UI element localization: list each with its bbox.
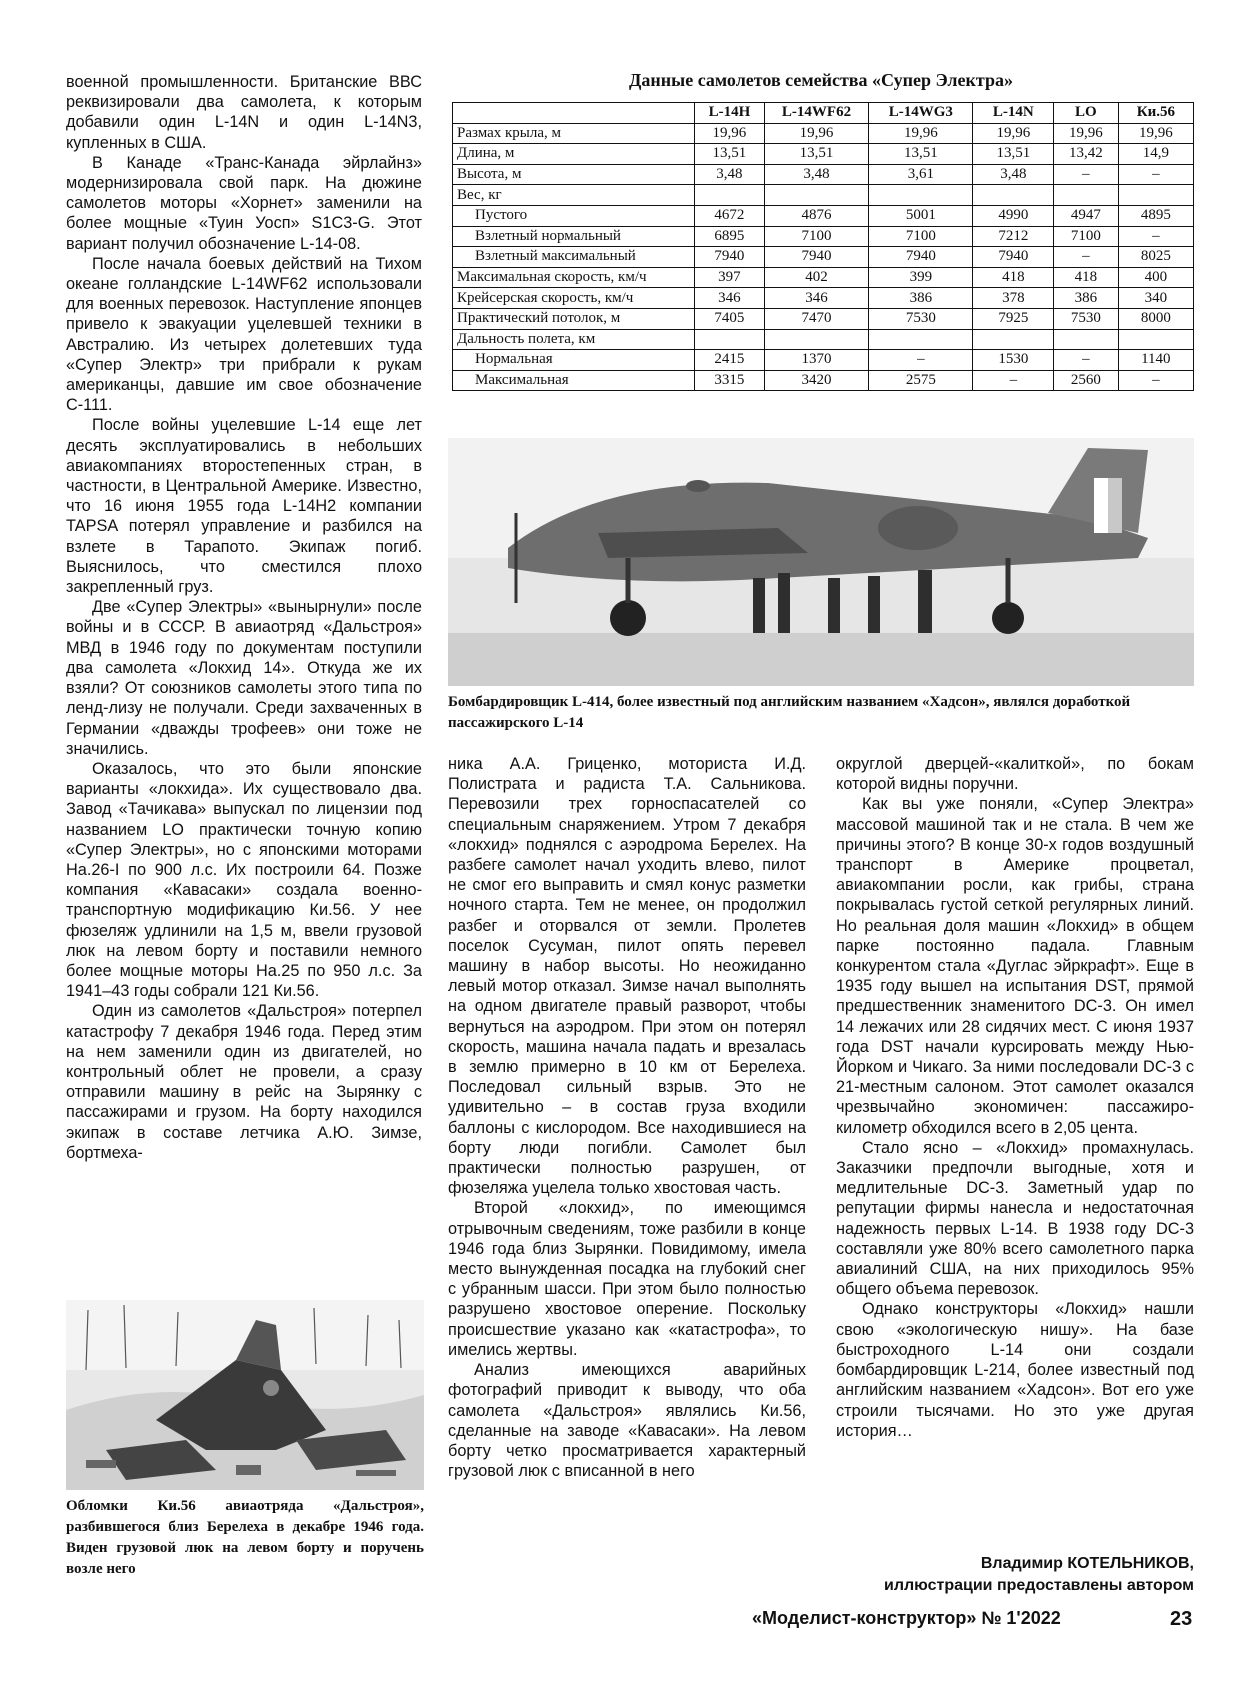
table-row [453, 288, 1194, 309]
row-label: Нормальная [453, 350, 695, 371]
paragraph: После начала боевых действий на Тихом океане голландские L-14WF62 использовали для военных перевозок. Наступление японцев привело к эвакуации уцелевшей техники в Австралию. Из четырех долетевших туда «Супер Электр» три прибрали к рукам американцы, давшие им свое обозначение С-111. [66, 254, 422, 415]
table-cell: 7940 [694, 247, 764, 268]
table-cell: – [1118, 370, 1193, 391]
bomber-photo-illustration [448, 438, 1194, 686]
table-cell [1054, 185, 1119, 206]
row-label: Размах крыла, м [453, 123, 695, 144]
table-cell: 8025 [1118, 247, 1193, 268]
table-cell: 418 [1054, 267, 1119, 288]
row-label: Высота, м [453, 164, 695, 185]
table-row [453, 247, 1194, 268]
row-label: Максимальная [453, 370, 695, 391]
table-cell: 7530 [869, 308, 973, 329]
table-cell: 386 [1054, 288, 1119, 309]
table-cell: 4947 [1054, 205, 1119, 226]
table-cell: 2575 [869, 370, 973, 391]
table-cell: 13,51 [694, 144, 764, 165]
table-cell: 7470 [764, 308, 868, 329]
table-cell: – [1118, 164, 1193, 185]
table-cell: 19,96 [1118, 123, 1193, 144]
table-cell [869, 185, 973, 206]
paragraph: ника А.А. Гриценко, моториста И.Д. Полистрата и радиста Т.А. Сальникова. Перевозили трех горноспасателей со специальным снаряжением. Утром 7 декабря «локхид» поднялся с аэродрома Берелех. На разбеге самолет начал уходить влево, пилот не смог его выправить и смял конус разметки ночного старта. Тем не менее, он продолжил разбег и оторвался от земли. Пролетев поселок Сусуман, пилот опять перевел машину в набор высоты. Но неожиданно левый мотор отказал. Зимзе начал выполнять на одном двигателе правый разворот, чтобы вернуться на аэродром. При этом он потерял скорость, машина начала падать и врезалась в землю примерно в 10 км от Берелеха. Последовал сильный взрыв. Это не удивительно – в состав груза входили баллоны с кислородом. Все находившиеся на борту люди погибли. Самолет был практически полностью разрушен, от фюзеляжа уцелела только хвостовая часть. [448, 755, 806, 1198]
table-cell: 6895 [694, 226, 764, 247]
table-cell: 4990 [973, 205, 1054, 226]
table-cell: 3420 [764, 370, 868, 391]
table-cell: 7100 [764, 226, 868, 247]
table-cell: 399 [869, 267, 973, 288]
row-label: Длина, м [453, 144, 695, 165]
table-cell: 1370 [764, 350, 868, 371]
table-cell: 402 [764, 267, 868, 288]
text-column-1 [66, 72, 422, 1163]
table-cell: – [1054, 164, 1119, 185]
table-cell: 7530 [1054, 308, 1119, 329]
table-cell: – [973, 370, 1054, 391]
table-cell: 1530 [973, 350, 1054, 371]
bomber-photo [448, 438, 1194, 686]
table-row [453, 144, 1194, 165]
table-row [453, 370, 1194, 391]
table-cell: 13,42 [1054, 144, 1119, 165]
table-cell: 19,96 [973, 123, 1054, 144]
journal-name: «Моделист-конструктор» № 1'2022 [752, 1608, 1061, 1628]
paragraph: Как вы уже поняли, «Супер Электра» массовой машиной так и не стала. В чем же причины этого? В конце 30-х годов воздушный транспорт в Америке процветал, авиакомпании росли, как грибы, страна покрывалась густой сеткой регулярных линий. Но реальная доля машин «Локхид» в общем парке постоянно падала. Главным конкурентом стала «Дуглас эйркрафт». Еще в 1935 году вышел на испытания DST, прямой предшественник знаменитого DC-3. Он имел 14 лежачих или 28 сидячих мест. С июня 1937 года DST начали курсировать между Нью-Йорком и Чикаго. За ними последовали DC-3 с 21-местным салоном. Этот самолет оказался чрезвычайно экономичен: пассажиро-километр обходился всего в 2,05 цента. [836, 795, 1194, 1137]
wreck-photo-caption: Обломки Ки.56 авиаотряда «Дальстроя», разбившегося близ Берелеха в декабре 1946 года. Виден грузовой люк на левом борту и поручень возле него [66, 1498, 424, 1577]
table-cell: 7212 [973, 226, 1054, 247]
table-cell: 3,48 [694, 164, 764, 185]
row-label: Практический потолок, м [453, 308, 695, 329]
text-column-3 [836, 754, 1194, 1441]
table-cell: 8000 [1118, 308, 1193, 329]
table-cell: – [869, 350, 973, 371]
table-cell [1054, 329, 1119, 350]
table-row [453, 185, 1194, 206]
table-cell [973, 185, 1054, 206]
table-cell: 4895 [1118, 205, 1193, 226]
table-cell [694, 185, 764, 206]
table-cell: 7940 [764, 247, 868, 268]
table-cell [694, 329, 764, 350]
table-cell: 13,51 [869, 144, 973, 165]
table-row [453, 267, 1194, 288]
illustration-credit: иллюстрации предоставлены автором [883, 1577, 1194, 1594]
table-cell: 19,96 [869, 123, 973, 144]
table-row [453, 350, 1194, 371]
table-title: Данные самолетов семейства «Супер Электра» [629, 70, 1013, 90]
text-column-2 [448, 754, 806, 1481]
table-cell: – [1054, 350, 1119, 371]
table-corner-cell [453, 103, 695, 124]
paragraph: округлой дверцей-«калиткой», по бокам которой видны поручни. [836, 755, 1194, 794]
wreck-photo [66, 1300, 424, 1490]
table-cell: 14,9 [1118, 144, 1193, 165]
table-cell: 4672 [694, 205, 764, 226]
table-cell: 2415 [694, 350, 764, 371]
paragraph: военной промышленности. Британские ВВС реквизировали два самолета, к которым добавили один L-14N и один L-14N3, купленных в США. [66, 73, 422, 152]
paragraph: Однако конструкторы «Локхид» нашли свою «экологическую нишу». На базе быстроходного L-14 они создали бомбардировщик L-214, более известный под английским названием «Хадсон». Вот его уже строили тысячами. Но это уже другая история… [836, 1300, 1194, 1440]
bomber-photo-caption: Бомбардировщик L-414, более известный под английским названием «Хадсон», являлся доработкой пассажирского L-14 [448, 694, 1131, 731]
table-cell: 19,96 [764, 123, 868, 144]
table-cell: 19,96 [694, 123, 764, 144]
row-label: Пустого [453, 205, 695, 226]
table-cell: 386 [869, 288, 973, 309]
table-cell: 418 [973, 267, 1054, 288]
table-cell: 3315 [694, 370, 764, 391]
table-cell: 7100 [1054, 226, 1119, 247]
table-cell: 397 [694, 267, 764, 288]
paragraph: Оказалось, что это были японские варианты «локхида». Их существовало два. Завод «Тачикава» выпускал по лицензии под названием LO практически точную копию «Супер Электры», но с японскими моторами На.26-I по 900 л.с. Их построили 64. Позже компания «Кавасаки» создала военно-транспортную модификацию Ки.56. У нее фюзеляж удлинили на 1,5 м, ввели грузовой люк на левом борту и поставили немного более мощные моторы На.25 по 950 л.с. За 1941–43 годы собрали 121 Ки.56. [66, 759, 422, 1001]
table-cell: 378 [973, 288, 1054, 309]
paragraph: В Канаде «Транс-Канада эйрлайнз» модернизировала свой парк. На дюжине самолетов моторы «Хорнет» заменили на более мощные «Туин Уосп» S1C3-G. Этот вариант получил обозначение L-14-08. [66, 153, 422, 253]
paragraph: После войны уцелевшие L-14 еще лет десять эксплуатировались в небольших авиакомпаниях второстепенных стран, в частности, в Центральной Америке. Известно, что 16 июня 1955 года L-14H2 компании TAPSA потерял управление и разбился на взлете в Тарапото. Экипаж погиб. Выяснилось, что сместился плохо закрепленный груз. [66, 416, 422, 597]
table-cell: 7940 [869, 247, 973, 268]
table-cell: 13,51 [764, 144, 868, 165]
table-row [453, 226, 1194, 247]
row-label: Крейсерская скорость, км/ч [453, 288, 695, 309]
author-signature [836, 1553, 1194, 1597]
paragraph: Стало ясно – «Локхид» промахнулась. Заказчики предпочли выгодные, хотя и медлительные DC-3. Заметный удар по репутации фирмы нанесла и недостаточная надежность первых L-14. В 1938 году DC-3 составляли уже 80% всего самолетного парка авиалиний США, на них приходилось 95% общего объема перевозок. [836, 1138, 1194, 1299]
table-cell: – [1054, 247, 1119, 268]
table-cell: 340 [1118, 288, 1193, 309]
table-cell: 346 [694, 288, 764, 309]
table-cell [1118, 329, 1193, 350]
table-cell: 5001 [869, 205, 973, 226]
table-cell: 1140 [1118, 350, 1193, 371]
table-row [453, 329, 1194, 350]
table-cell [869, 329, 973, 350]
table-row [453, 123, 1194, 144]
author-name: Владимир КОТЕЛЬНИКОВ, [980, 1555, 1194, 1572]
table-cell: – [1118, 226, 1193, 247]
column-header: L-14N [973, 103, 1054, 124]
table-row [453, 164, 1194, 185]
wreck-photo-illustration [66, 1300, 424, 1490]
table-cell: 346 [764, 288, 868, 309]
table-cell [973, 329, 1054, 350]
column-header: L-14WG3 [869, 103, 973, 124]
row-label: Максимальная скорость, км/ч [453, 267, 695, 288]
table-cell: 3,48 [973, 164, 1054, 185]
table-cell [764, 329, 868, 350]
specs-table [452, 102, 1194, 391]
paragraph: Анализ имеющихся аварийных фотографий приводит к выводу, что оба самолета «Дальстроя» являлись Ки.56, сделанные на заводе «Кавасаки». На левом борту четко просматривается характерный грузовой люк с вписанной в него [448, 1361, 806, 1481]
row-label: Дальность полета, км [453, 329, 695, 350]
column-header: L-14H [694, 103, 764, 124]
paragraph: Один из самолетов «Дальстроя» потерпел катастрофу 7 декабря 1946 года. Перед этим на нем заменили один из двигателей, но контрольный облет не провели, а сразу отправили машину в рейс на Зырянку с пассажирами и грузом. На борту находился экипаж в составе летчика А.Ю. Зимзе, бортмеха- [66, 1002, 422, 1162]
table-header-row [453, 103, 1194, 124]
table-cell: 7405 [694, 308, 764, 329]
table-cell: 3,48 [764, 164, 868, 185]
table-row [453, 205, 1194, 226]
table-cell: 3,61 [869, 164, 973, 185]
paragraph: Две «Супер Электры» «вынырнули» после войны и в СССР. В авиаотряд «Дальстроя» МВД в 1946 году по документам поступили два самолета «Локхид 14». Откуда же их взяли? От союзников самолеты этого типа по ленд-лизу не получали. Среди захваченных в Германии «дважды трофеев» они тоже не значились. [66, 598, 422, 758]
table-cell: 7925 [973, 308, 1054, 329]
table-cell: 7940 [973, 247, 1054, 268]
page-number: 23 [1170, 1608, 1193, 1630]
table-row [453, 308, 1194, 329]
column-header: Ки.56 [1118, 103, 1193, 124]
paragraph: Второй «локхид», по имеющимся отрывочным сведениям, тоже разбили в конце 1946 года близ Зырянки. Повидимому, имела место вынужденная посадка на глубокий снег с убранным шасси. При этом было полностью разрушено хвостовое оперение. Поскольку происшествие указано как «катастрофа», то имелись жертвы. [448, 1199, 806, 1359]
row-label: Вес, кг [453, 185, 695, 206]
table-cell: 19,96 [1054, 123, 1119, 144]
table-cell [1118, 185, 1193, 206]
table-cell: 400 [1118, 267, 1193, 288]
column-header: LO [1054, 103, 1119, 124]
column-header: L-14WF62 [764, 103, 868, 124]
table-cell: 4876 [764, 205, 868, 226]
table-cell [764, 185, 868, 206]
table-cell: 2560 [1054, 370, 1119, 391]
table-cell: 7100 [869, 226, 973, 247]
row-label: Взлетный нормальный [453, 226, 695, 247]
row-label: Взлетный максимальный [453, 247, 695, 268]
table-cell: 13,51 [973, 144, 1054, 165]
